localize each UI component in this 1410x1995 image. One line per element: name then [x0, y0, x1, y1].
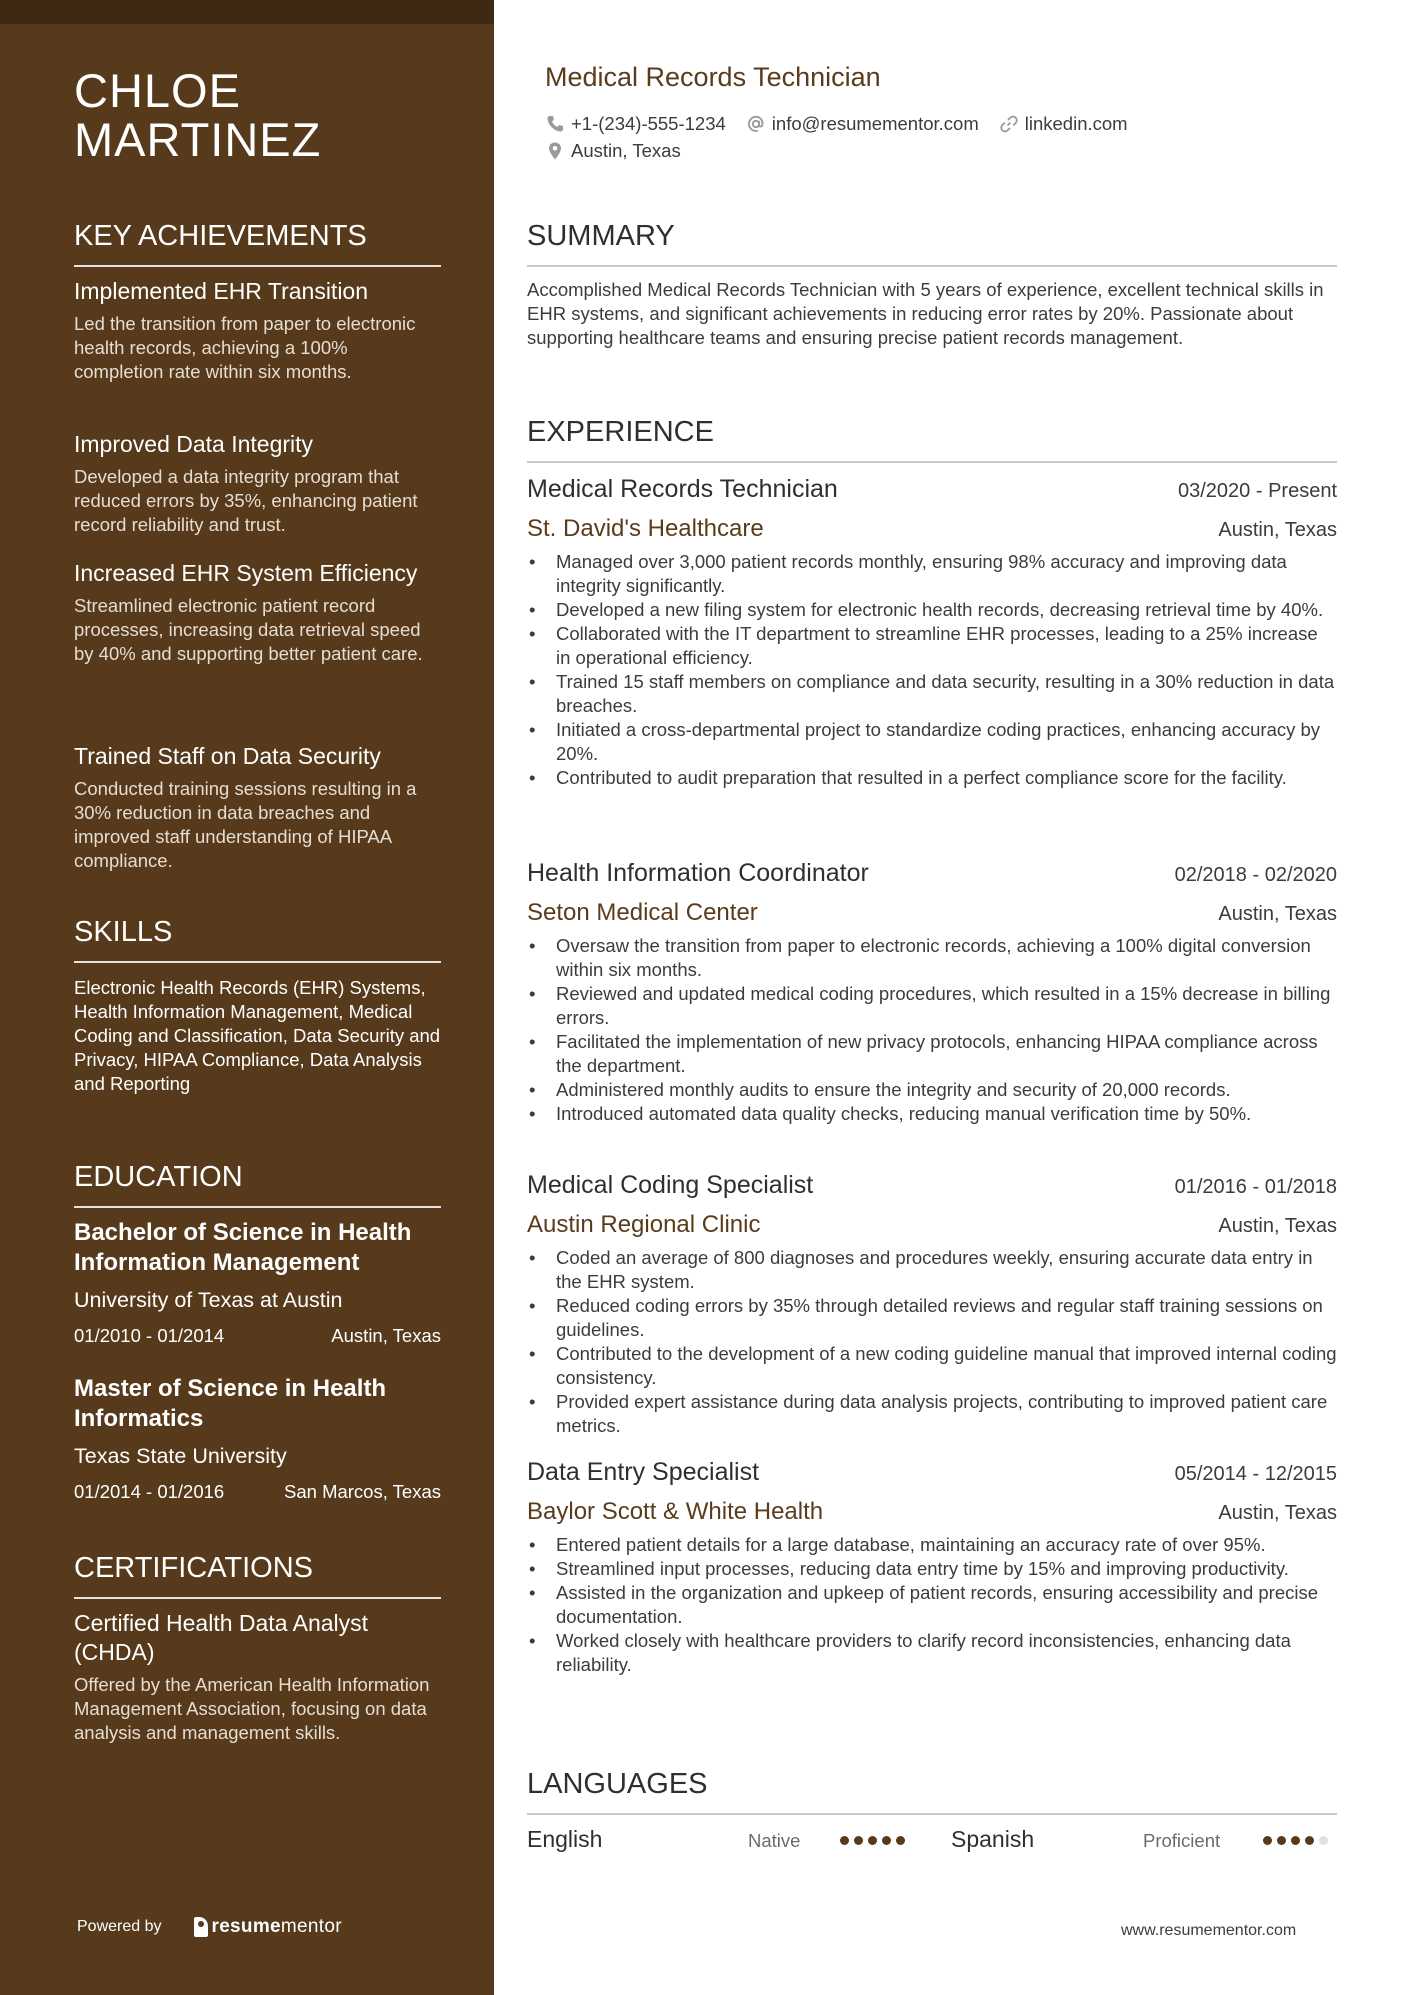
link-icon [999, 114, 1019, 134]
job-bullet: • Reviewed and updated medical coding procedures, which resulted in a 15% decrease in billing errors. [527, 982, 1337, 1030]
powered-by-label: Powered by [77, 1918, 162, 1935]
section-divider [527, 461, 1337, 463]
job-bullet: • Worked closely with healthcare providers to clarify record inconsistencies, enhancing data reliability. [527, 1629, 1337, 1677]
job-role: Health Information Coordinator [527, 859, 869, 887]
job-bullets [527, 934, 1337, 1126]
rating-dot-filled [1263, 1836, 1272, 1845]
job-bullet: • Assisted in the organization and upkeep of patient records, ensuring accessibility and precise documentation. [527, 1581, 1337, 1629]
languages-row [527, 1826, 1337, 1856]
job-bullet: • Introduced automated data quality checks, reducing manual verification time by 50%. [527, 1102, 1337, 1126]
language-rating [1263, 1836, 1333, 1845]
candidate-name [74, 66, 441, 164]
job-bullet: • Initiated a cross-departmental project to standardize coding practices, enhancing accuracy by 20%. [527, 718, 1337, 766]
section-divider [527, 265, 1337, 267]
resumementor-logo-icon [194, 1917, 208, 1937]
achievement-title: Implemented EHR Transition [74, 278, 369, 304]
experience-item [527, 858, 1337, 1126]
job-location: Austin, Texas [1218, 1502, 1337, 1524]
job-bullet: • Trained 15 staff members on compliance and data security, resulting in a 30% reduction in data breaches. [527, 670, 1337, 718]
job-company: Seton Medical Center [527, 899, 758, 926]
job-bullet: • Facilitated the implementation of new privacy protocols, enhancing HIPAA compliance across the department. [527, 1030, 1337, 1078]
location-text: Austin, Texas [571, 140, 681, 161]
summary-text: Accomplished Medical Records Technician with 5 years of experience, excellent technical skills in EHR systems, and significant achievements in reducing error rates by 20%. Passionate about supporting healthcare teams and ensuring precise patient records management. [527, 279, 1324, 348]
job-bullet: • Entered patient details for a large database, maintaining an accuracy rate of over 95%. [527, 1533, 1337, 1557]
section-divider [74, 1206, 441, 1208]
job-bullet: • Developed a new filing system for electronic health records, decreasing retrieval time by 40%. [527, 598, 1337, 622]
languages-heading: LANGUAGES [527, 1768, 708, 1800]
achievements-heading: KEY ACHIEVEMENTS [74, 220, 367, 252]
job-dates: 03/2020 - Present [1178, 480, 1337, 502]
education-item [74, 1218, 441, 1348]
achievement-description: Led the transition from paper to electronic health records, achieving a 100% completion rate within six months. [74, 313, 416, 382]
contact-row [545, 113, 1148, 135]
section-divider [527, 1813, 1337, 1815]
rating-dot-filled [868, 1836, 877, 1845]
education-school: Texas State University [74, 1444, 287, 1468]
job-bullets [527, 1533, 1337, 1677]
education-item [74, 1374, 441, 1504]
certifications-heading: CERTIFICATIONS [74, 1552, 313, 1584]
name-line-2: MARTINEZ [74, 113, 322, 166]
job-dates: 05/2014 - 12/2015 [1174, 1463, 1337, 1485]
job-location: Austin, Texas [1218, 903, 1337, 925]
achievement-item [74, 559, 441, 666]
job-bullet: • Coded an average of 800 diagnoses and procedures weekly, ensuring accurate data entry in the EHR system. [527, 1246, 1337, 1294]
certification-title: Certified Health Data Analyst (CHDA) [74, 1610, 369, 1665]
job-company: Austin Regional Clinic [527, 1211, 761, 1238]
footer-url[interactable]: www.resumementor.com [1121, 1922, 1297, 1939]
brand-part-2: mentor [280, 1916, 342, 1937]
experience-item [527, 474, 1337, 790]
job-role: Medical Records Technician [527, 475, 838, 503]
job-bullet: • Streamlined input processes, reducing data entry time by 15% and improving productivity. [527, 1557, 1337, 1581]
phone-icon [545, 114, 565, 134]
achievement-description: Streamlined electronic patient record processes, increasing data retrieval speed by 40% and supporting better patient care. [74, 595, 423, 664]
certification-description: Offered by the American Health Information Management Association, focusing on data analysis and management skills. [74, 1674, 430, 1743]
sidebar [0, 0, 494, 1995]
job-bullet: • Contributed to the development of a new coding guideline manual that improved internal coding consistency. [527, 1342, 1337, 1390]
at-sign-icon [746, 114, 766, 134]
achievement-title: Increased EHR System Efficiency [74, 560, 418, 586]
job-bullet: • Administered monthly audits to ensure the integrity and security of 20,000 records. [527, 1078, 1337, 1102]
education-degree: Master of Science in Health Informatics [74, 1375, 387, 1432]
job-location: Austin, Texas [1218, 1215, 1337, 1237]
section-divider [74, 961, 441, 963]
location-row [545, 140, 701, 162]
education-dates: 01/2010 - 01/2014 [74, 1325, 225, 1346]
rating-dot-filled [882, 1836, 891, 1845]
location-pin-icon [545, 141, 565, 161]
achievement-title: Improved Data Integrity [74, 431, 314, 457]
rating-dot-filled [854, 1836, 863, 1845]
certification-item [74, 1609, 441, 1745]
achievements-section [74, 219, 441, 267]
experience-item [527, 1170, 1337, 1438]
rating-dot-filled [1291, 1836, 1300, 1845]
contact-email[interactable] [746, 113, 979, 135]
powered-by [77, 1916, 342, 1938]
resumementor-logo[interactable] [194, 1916, 342, 1938]
achievement-item [74, 430, 441, 537]
language-level: Proficient [1143, 1830, 1221, 1851]
achievement-description: Developed a data integrity program that reduced errors by 35%, enhancing patient record reliability and trust. [74, 466, 418, 535]
email-text: info@resumementor.com [771, 113, 979, 134]
job-dates: 01/2016 - 01/2018 [1174, 1176, 1337, 1198]
contact-phone[interactable] [545, 113, 726, 135]
rating-dot-filled [1277, 1836, 1286, 1845]
rating-dot-filled [1305, 1836, 1314, 1845]
experience-heading: EXPERIENCE [527, 416, 714, 448]
achievement-title: Trained Staff on Data Security [74, 743, 381, 769]
education-school: University of Texas at Austin [74, 1288, 343, 1312]
language-level: Native [748, 1830, 801, 1851]
job-role: Data Entry Specialist [527, 1458, 760, 1486]
contact-location [545, 140, 681, 162]
education-location: Austin, Texas [331, 1325, 441, 1346]
achievement-item [74, 277, 441, 384]
job-dates: 02/2018 - 02/2020 [1174, 864, 1337, 886]
job-role: Medical Coding Specialist [527, 1171, 814, 1199]
job-bullets [527, 1246, 1337, 1438]
brand-part-1: resume [211, 1916, 281, 1937]
job-bullet: • Provided expert assistance during data analysis projects, contributing to improved patient care metrics. [527, 1390, 1337, 1438]
rating-dot-filled [840, 1836, 849, 1845]
education-section [74, 1160, 441, 1208]
language-name: English [527, 1826, 603, 1852]
job-location: Austin, Texas [1218, 519, 1337, 541]
contact-linkedin[interactable] [999, 113, 1128, 135]
job-bullets [527, 550, 1337, 790]
rating-dot-filled [896, 1836, 905, 1845]
job-bullet: • Managed over 3,000 patient records monthly, ensuring 98% accuracy and improving data integrity significantly. [527, 550, 1337, 598]
skills-list: Electronic Health Records (EHR) Systems, Health Information Management, Medical Coding and Classification, Data Security and Privacy, HIPAA Compliance, Data Analysis and Reporting [74, 977, 441, 1094]
summary-heading: SUMMARY [527, 220, 675, 252]
job-bullet: • Oversaw the transition from paper to electronic records, achieving a 100% digital conversion within six months. [527, 934, 1337, 982]
certifications-section [74, 1551, 441, 1599]
rating-dot-empty [1319, 1836, 1328, 1845]
skills-heading: SKILLS [74, 916, 173, 948]
job-bullet: • Contributed to audit preparation that resulted in a perfect compliance score for the facility. [527, 766, 1337, 790]
job-bullet: • Reduced coding errors by 35% through detailed reviews and regular staff training sessions on guidelines. [527, 1294, 1337, 1342]
phone-text: +1-(234)-555-1234 [571, 113, 726, 134]
skills-section [74, 915, 441, 1096]
job-bullet: • Collaborated with the IT department to streamline EHR processes, leading to a 25% increase in operational efficiency. [527, 622, 1337, 670]
header-job-title: Medical Records Technician [545, 62, 881, 92]
section-divider [74, 1597, 441, 1599]
name-line-1: CHLOE [74, 64, 241, 117]
education-degree: Bachelor of Science in Health Information Management [74, 1219, 412, 1276]
achievement-description: Conducted training sessions resulting in a 30% reduction in data breaches and improved staff understanding of HIPAA compliance. [74, 778, 417, 871]
language-rating [840, 1836, 910, 1845]
education-heading: EDUCATION [74, 1161, 243, 1193]
achievement-item [74, 742, 441, 873]
education-location: San Marcos, Texas [284, 1481, 441, 1502]
education-dates: 01/2014 - 01/2016 [74, 1481, 225, 1502]
section-divider [74, 265, 441, 267]
sidebar-top-bar [0, 0, 494, 24]
linkedin-text: linkedin.com [1024, 113, 1128, 134]
job-company: Baylor Scott & White Health [527, 1498, 824, 1525]
language-name: Spanish [951, 1826, 1035, 1852]
job-company: St. David's Healthcare [527, 515, 764, 542]
experience-item [527, 1457, 1337, 1677]
